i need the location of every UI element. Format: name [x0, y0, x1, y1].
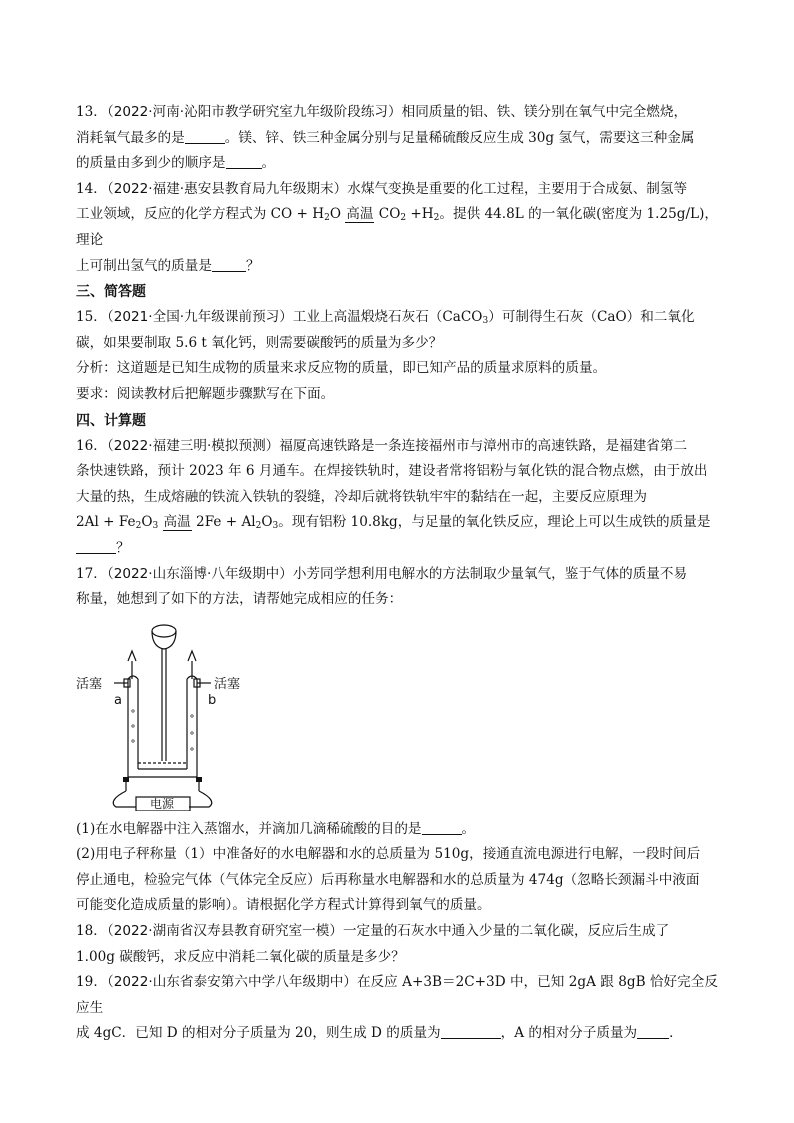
reaction-condition: 高温	[346, 206, 374, 223]
question-text: 成 4gC．已知 D 的相对分子质量为 20，则生成 D 的质量为	[76, 1025, 441, 1042]
question-text: 小芳同学想利用电解水的方法制取少量氧气，鉴于气体的质量不易	[292, 565, 688, 582]
subscript: 3	[272, 521, 279, 532]
reaction-condition: 高温	[163, 514, 191, 531]
equation-part: 工业领域，反应的化学方程式为 CO + H	[76, 206, 325, 223]
question-text: ？	[116, 539, 130, 556]
worksheet-page	[76, 100, 718, 1047]
equation-part: CO	[374, 206, 401, 223]
question-text: 在反应 A+3B＝2C+3D 中，已知 2gA 跟 8gB 恰好完全反应生	[76, 974, 718, 1016]
question-text: 上可制出氢气的质量是	[76, 257, 212, 274]
question-number: 15．	[76, 309, 107, 326]
question-source: （2022·湖南省汉寿县教育研究室一模）	[106, 923, 343, 940]
question-18	[76, 919, 718, 970]
question-number: 17．	[76, 565, 107, 582]
question-text: 相同质量的铝、铁、镁分别在氧气中完全燃烧，	[401, 104, 688, 120]
section-heading-calculation: 四、计算题	[76, 412, 146, 429]
subscript: 2	[433, 213, 440, 224]
question-14	[76, 177, 718, 279]
question-text: 消耗氧气最多的是	[76, 129, 185, 146]
question-text: 福厦高速铁路是一条连接福州市与漳州市的高速铁路，是福建省第二	[279, 437, 688, 454]
question-text: 碳，如果要制取 5.6 t 氧化钙，则需要碳酸钙的质量为多少？	[76, 334, 443, 351]
question-16	[76, 434, 718, 562]
question-text: 。现有铝粉 10.8kg，与足量的氧化铁反应，理论上可以生成铁的质量是	[278, 514, 711, 531]
question-text: ？	[245, 257, 260, 274]
sub-question-text: (1)在水电解器中注入蒸馏水，并滴加几滴稀硫酸的目的是	[76, 820, 422, 837]
question-13	[76, 100, 718, 177]
answer-blank[interactable]	[226, 154, 262, 169]
equation-part: O	[329, 206, 341, 223]
question-text: 条快速铁路，预计 2023 年 6 月通车。在焊接铁轨时，建设者常将铝粉与氧化铁的混合物点燃，由于放出	[76, 463, 708, 480]
tube-label-b: b	[208, 692, 217, 708]
question-17	[76, 562, 718, 920]
sub-question-text: 。	[461, 820, 476, 837]
question-text: 工业上高温煅烧石灰石（CaCO	[292, 309, 483, 326]
question-number: 18．	[76, 923, 107, 940]
answer-blank[interactable]	[441, 1024, 501, 1039]
question-text: 称量，她想到了如下的方法，请帮她完成相应的任务：	[76, 591, 403, 608]
equation-part: 2Fe + Al	[191, 514, 256, 531]
question-source: （2022·河南·沁阳市教学研究室九年级阶段练习）	[106, 104, 402, 120]
question-15	[76, 305, 718, 407]
equation-part: +H	[406, 206, 434, 223]
chemical-equation-line	[76, 202, 718, 253]
answer-blank[interactable]	[76, 539, 116, 554]
question-text: ．	[669, 1025, 683, 1042]
question-text: 水煤气变换是重要的化工过程，主要用于合成氨、制氢等	[347, 180, 688, 197]
tube-label-a: a	[114, 692, 122, 708]
sub-question-text: 停止通电，检验完气体（气体完全反应）后再称量水电解器和水的总质量为 474g（忽略长颈漏斗中液面	[76, 871, 700, 888]
subscript: 2	[400, 213, 407, 224]
subscript: 2	[255, 521, 262, 532]
subscript: 3	[482, 316, 489, 327]
question-text: 的质量由多到少的顺序是	[76, 155, 226, 172]
question-text: 。镁、锌、铁三种金属分别与足量稀硫酸反应生成 30g 氢气，需要这三种金属	[224, 129, 695, 146]
question-text: ，A 的相对分子质量为	[500, 1025, 638, 1042]
question-text: ）可制得生石灰（CaO）和二氧化	[488, 309, 695, 326]
question-source: （2022·福建三明·模拟预测）	[106, 437, 280, 454]
sub-question-text: 可能变化造成质量的影响）。请根据化学方程式计算得到氧气的质量。	[76, 897, 491, 914]
answer-blank[interactable]	[212, 257, 246, 272]
power-source-label: 电源	[150, 796, 175, 811]
question-source: （2022·福建·惠安县教育局九年级期末）	[106, 180, 348, 197]
electrolysis-apparatus-figure	[76, 621, 336, 811]
question-source: （2022·山东省泰安第六中学八年级期中）	[106, 974, 357, 991]
answer-blank[interactable]	[422, 820, 462, 835]
subscript: 3	[152, 521, 159, 532]
equation-part: O	[141, 514, 153, 531]
question-number: 14．	[76, 180, 107, 197]
equation-part: O	[261, 514, 273, 531]
question-text: 。提供 44.8L 的一氧化碳(密度为 1.25g/L)，理论	[76, 206, 718, 248]
question-source: （2022·山东淄博·八年级期中）	[106, 565, 293, 582]
answer-blank[interactable]	[185, 129, 225, 144]
requirement-text: 要求：阅读教材后把解题步骤默写在下面。	[76, 385, 335, 402]
equation-part: 2Al + Fe	[76, 514, 136, 531]
subscript: 2	[135, 521, 142, 532]
question-text: 1.00g 碳酸钙，求反应中消耗二氧化碳的质量是多少？	[76, 948, 405, 965]
answer-blank[interactable]	[637, 1024, 669, 1039]
question-source: （2021·全国·九年级课前预习）	[106, 309, 293, 326]
electrolysis-apparatus-drawing	[76, 621, 336, 811]
analysis-text: 分析：这道题是已知生成物的质量来求反应物的质量，即已知产品的质量求原料的质量。	[76, 360, 607, 377]
subscript: 2	[324, 213, 330, 224]
question-number: 19．	[76, 974, 107, 991]
chemical-equation-line	[76, 510, 718, 536]
sub-question-text: (2)用电子秤称量（1）中准备好的水电解器和水的总质量为 510g，接通直流电源进行电解，一段时间后	[76, 846, 701, 863]
question-number: 16．	[76, 437, 107, 454]
stopcock-label-left: 活塞	[76, 676, 103, 692]
question-19	[76, 970, 718, 1047]
question-text: 一定量的石灰水中通入少量的二氧化碳，反应后生成了	[342, 923, 670, 940]
question-text: 。	[261, 155, 276, 172]
stopcock-label-right: 活塞	[214, 676, 241, 692]
question-text: 大量的热，生成熔融的铁流入铁轨的裂缝，冷却后就将铁轨牢牢的黏结在一起，主要反应原理为	[76, 488, 647, 505]
question-number: 13．	[76, 104, 107, 120]
section-heading-short-answer: 三、简答题	[76, 284, 146, 301]
